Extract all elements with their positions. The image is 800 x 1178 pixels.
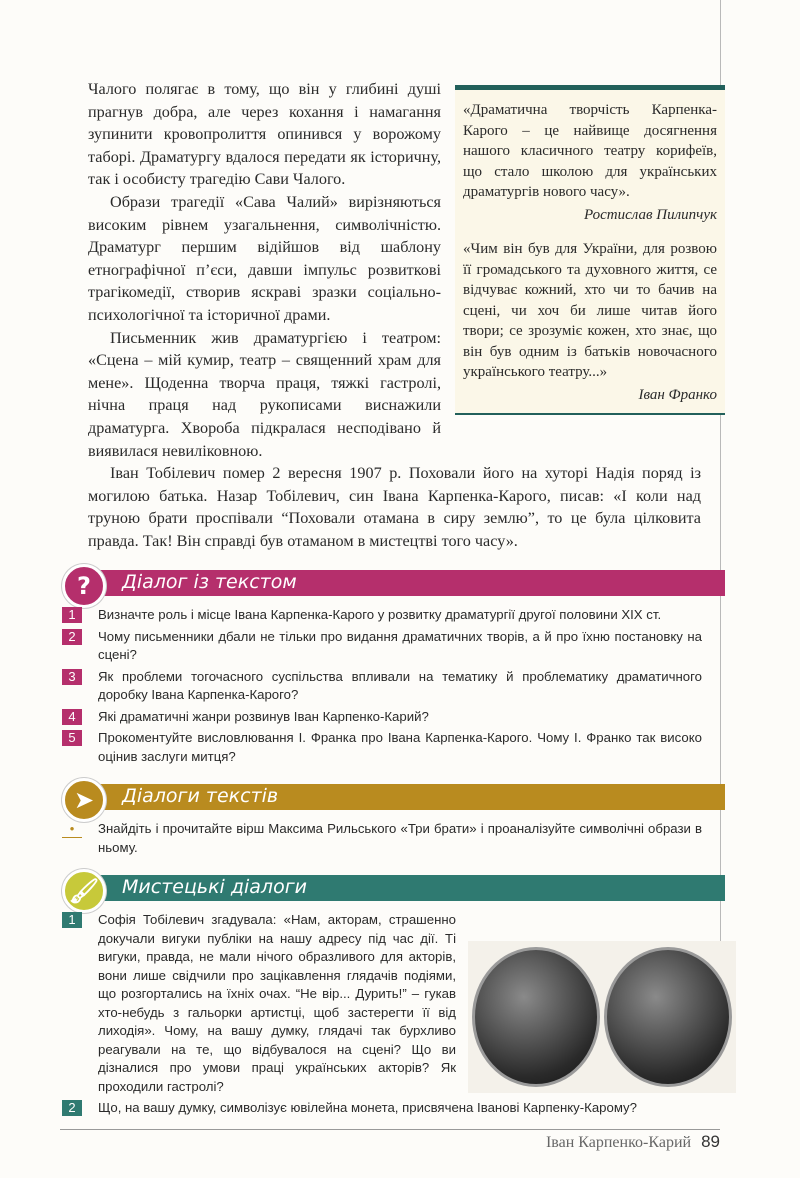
paragraph: Іван Тобілевич помер 2 вересня 1907 р. Поховали його на хуторі Надія поряд із могилою батька. Назар Тобілевич, син Івана Карпенка-Карого, писав: «І коли над труною брати проспівали “Поховали отамана в сиру землю”, то це була цілковита правда. Так! Він справді був отаманом в мистецтві того часу». bbox=[88, 464, 701, 550]
running-title: Іван Карпенко-Карий bbox=[545, 1133, 692, 1151]
page-footer bbox=[60, 1129, 720, 1158]
section-title: Діалоги текстів bbox=[122, 785, 279, 808]
paragraph: Образи трагедії «Сава Чалий» вирізняються високим рівнем узагальнення, символічністю. Драматург першим відійшов від шаблону етнографічної п’єси, давши імпульс розвиткові трагікомедії, створив яскраві зразки соціально-психологічної та історичної драми. bbox=[88, 192, 441, 324]
question-text: Чому письменники дбали не тільки про видання драматичних творів, а й про їхню постановку на сцені? bbox=[98, 628, 702, 663]
question-text: Що, на вашу думку, символізує ювілейна монета, присвячена Іванові Карпенку-Карому? bbox=[98, 1100, 637, 1116]
arrows-icon: ➤ bbox=[62, 778, 106, 822]
quote-box bbox=[455, 85, 725, 415]
section-title: Діалог із текстом bbox=[122, 571, 297, 594]
question-text: Знайдіть і прочитайте вірш Максима Рильського «Три брати» і проаналізуйте символічні образи в ньому. bbox=[98, 821, 702, 855]
question-number: 2 bbox=[62, 629, 82, 645]
quote-author: Іван Франко bbox=[638, 386, 717, 403]
section-title: Мистецькі діалоги bbox=[122, 876, 308, 899]
question-item bbox=[62, 668, 702, 705]
question-item bbox=[62, 606, 702, 625]
question-text: Як проблеми тогочасного суспільства впливали на тематику й проблематику драматичного доробку Івана Карпенка-Карого? bbox=[98, 668, 702, 703]
section-header-dialog-texts bbox=[62, 784, 725, 815]
bullet: • bbox=[62, 821, 82, 838]
question-number: 4 bbox=[62, 709, 82, 725]
question-text: Які драматичні жанри розвинув Іван Карпенко-Карий? bbox=[98, 708, 429, 724]
quote-author: Ростислав Пилипчук bbox=[584, 206, 717, 223]
question-item bbox=[62, 1099, 742, 1118]
question-number: 3 bbox=[62, 669, 82, 685]
main-text bbox=[88, 78, 717, 552]
question-text: Прокоментуйте висловлювання І. Франка про Івана Карпенка-Карого. Чому І. Франко так високо оцінив заслуги митця? bbox=[98, 730, 702, 764]
art-dialogs-body bbox=[62, 911, 736, 1121]
paragraph: Письменник жив драматургією і театром: «Сцена – мій кумир, театр – священний храм для мене». Щоденна творча праця, тяжкі гастролі, нічна праця над рукописами виснажили драматурга. Хвороба підкралася несподівано й виявилася невиліковною. bbox=[88, 328, 441, 460]
page-number: 89 bbox=[701, 1131, 720, 1151]
question-text: Визначте роль і місце Івана Карпенка-Карого у розвитку драматургії другої половини XIX ст. bbox=[98, 607, 662, 623]
quote-text: «Чим він був для України, для розвою її громадського та духовного життя, се відчуває кожний, хто чи то бачив на сцені, чи хоч би лише читав його твори; се зрозуміє кожен, хто знає, що він був одним із батьків новочасного українського театру...» bbox=[463, 241, 717, 380]
quote-text: «Драматична творчість Карпенка-Карого – це найвище досягнення нашого класичного театру корифеїв, що стало школою для українських драматургів нового часу». bbox=[463, 102, 717, 200]
question-icon: ? bbox=[62, 564, 106, 608]
question-number: 2 bbox=[62, 1100, 82, 1116]
paragraph: Чалого полягає в тому, що він у глибині душі прагнув добра, але через кохання і намагання зупинити кровопролиття опинився у ворожому таборі. Драматургу вдалося передати як історичну, так і особисту трагедію Сави Чалого. bbox=[88, 80, 441, 189]
question-text: Софія Тобілевич згадувала: «Нам, акторам, страшенно докучали вигуки публіки на нашу адресу під час дії. Ті вигуки, правда, не мали нічого образливого для акторів, вони лише свідчили про зацікавлення глядачів подіями, що розгортались на їхніх очах. “Не вір... Дурить!” – гукав хто-небудь з гальорки артистці, щоб застерегти її від лиходія». Чому, на вашу думку, глядачі так бурхливо реагували на те, що відбувалося на сцені? Що ви дізналися про умови праці українських акторів? Як проходили гастролі? bbox=[98, 912, 456, 1094]
palette-brushes-icon: 🖌 bbox=[62, 869, 106, 913]
question-item bbox=[62, 628, 702, 665]
question-item bbox=[62, 820, 702, 857]
question-item bbox=[62, 708, 702, 727]
footer-text bbox=[546, 1132, 720, 1152]
question-item bbox=[62, 729, 702, 766]
question-item bbox=[62, 911, 742, 1096]
question-number: 5 bbox=[62, 730, 82, 746]
section-header-art-dialogs bbox=[62, 875, 725, 906]
section-header-dialog-text bbox=[62, 570, 725, 601]
question-number: 1 bbox=[62, 912, 82, 928]
question-number: 1 bbox=[62, 607, 82, 623]
